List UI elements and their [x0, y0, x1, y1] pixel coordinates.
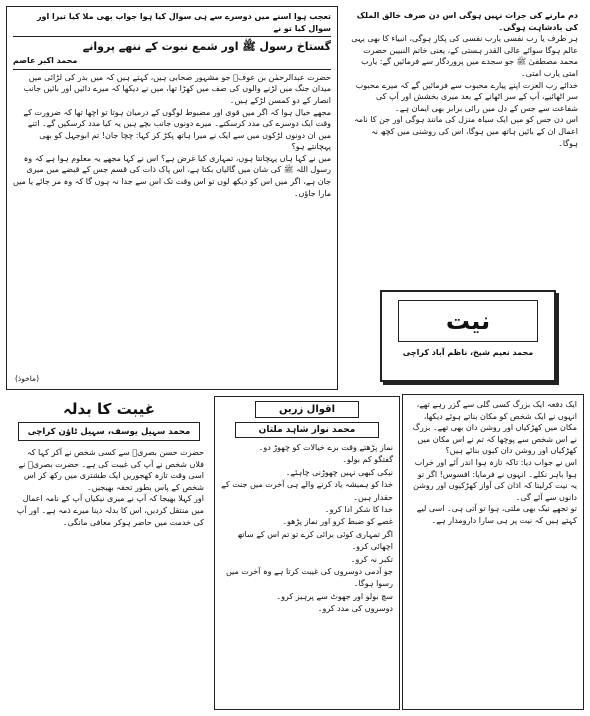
- saying: جو آدمی دوسروں کی غیبت کرتا ہے وہ آخرت میں رسوا ہوگا۔: [225, 566, 393, 589]
- niyat-paragraph-1: ایک دفعہ ایک بزرگ کسی گلی سے گزر رہے تھے، انہوں نے ایک شخص کو مکان بناتے ہوئے دیکھا، مکان میں کھڑکیاں اور روشن دان بھی تھے۔ بزرگ نے اس شخص سے پوچھا کہ تم نے اس مکان میں کھڑکیاں اور روشن دان کیوں بنائے ہیں؟: [412, 400, 577, 456]
- aqwal-byline: محمد نواز شاہد ملتان: [235, 422, 379, 438]
- saying: تکبر نہ کرو۔: [350, 554, 393, 564]
- saying: نماز پڑھتے وقت برے خیالات کو چھوڑ دو۔: [258, 443, 393, 452]
- right-opening-line: دم مارنے کی جرات نہیں ہوگی اس دن صرف خالق الملک کی بادشاہت ہوگی۔: [356, 11, 578, 32]
- ghibat-byline: محمد سہیل یوسف، سہیل ٹاؤن کراچی: [18, 422, 200, 441]
- niyat-paragraph-3: تو تجھے نیک بھی ملتی، ہوا تو آتی ہی۔ اسی لیے کہتے ہیں کہ نیت پر ہی سارا دارومدار ہے۔: [416, 504, 577, 525]
- story-credit: (ماخوذ): [15, 374, 40, 383]
- story-headline: گستاخ رسول ﷺ اور شمع نبوت کے ننھے پروانے: [82, 40, 331, 54]
- ghibat-article: [8, 396, 210, 710]
- right-paragraph-1: ہر طرف یا رب نفسی یارب نفسی کی پکار ہوگی، انبیاء کا بھی یہی عالم ہوگا سوائے عالی القدر ہستی کے، یعنی خاتم النبیین حضرت محمد مصطفیٰ ﷺ جو سجدے میں پروردگار سے فرمائیں گے: یارب امتی یارب امتی۔: [351, 34, 578, 78]
- niyat-title-box: [380, 290, 556, 382]
- ghibat-paragraph-1: حضرت حسن بصریؒ سے کسی شخص نے آکر کہا کہ فلاں شخص نے آپ کی غیبت کی ہے۔ حضرت بصریؒ نے اسی وقت تازہ کھجوریں ایک طشتری میں رکھ کر اس شخص کے پاس بطور تحفہ بھیجیں۔: [18, 448, 204, 492]
- niyat-title: نیت: [398, 300, 538, 342]
- story-paragraph-1: حضرت عبدالرحمٰن بن عوفؓ جو مشہور صحابی ہیں، کہتے ہیں کہ میں بدر کی لڑائی میں میدان جنگ میں لڑنے والوں کی صف میں کھڑا تھا، میں نے دیکھا کہ میرے دائیں اور بائیں جانب انصار کے دو کمسن لڑکے ہیں۔: [23, 72, 331, 105]
- niyat-byline: محمد نعیم شیخ، ناظم آباد کراچی: [402, 348, 534, 357]
- right-paragraph-3: اس دن جس کو میں ایک سیاہ منزل کی مانند ہوگی اور جن کا نامہ اعمال ان کے بائیں ہاتھ میں ہوگا، اس کی روشنی میں کچھ نہ ہوگا۔: [354, 115, 578, 148]
- saying: غصے کو ضبط کرو اور نماز پڑھو۔: [282, 517, 393, 527]
- right-column-top: [344, 6, 584, 288]
- story-scrap-top-left: [6, 6, 338, 390]
- aqwal-sayings: [221, 442, 393, 615]
- saying: نیکی کبھی نہیں چھوڑنی چاہئے۔: [285, 467, 393, 477]
- ghibat-paragraph-2: اور کہلا بھیجا کہ آپ نے میری نیکیاں آپ کے نامہ اعمال میں منتقل کردیں، اس کا بدلہ دینا میرے ذمہ ہے۔ اور آپ کی خدمت میں حاضر ہوکر معافی مانگی۔: [16, 494, 204, 527]
- saying: گفتگو کم بولو۔: [342, 455, 393, 465]
- story-author: محمد اکبر عاصم: [13, 56, 78, 66]
- niyat-paragraph-2: اس نے جواب دیا: تاکہ تازہ ہوا اندر آئے اور خراب ہوا باہر نکلے۔ انہوں نے فرمایا: افسوس! اگر تو یہ نیت کرلیتا کہ اذان کی آواز کھڑکیوں اور روشن دانوں سے آئے گی۔: [413, 457, 577, 502]
- aqwal-title: اقوال زریں: [255, 401, 359, 418]
- story-opening-line: تعجب ہوا اسنے میں دوسرے سے ہی سوال کیا ہوا جواب بھی ملا کیا تیرا اور سوال کیا تو نے: [36, 12, 331, 33]
- right-paragraph-2: خدائے رب العزت اپنے پیارے محبوب سے فرمائیں گے کہ میرے محبوب سر اٹھائیے، آپ کے سر اٹھانے کے بعد میری بخشش اور آپ کی شفاعت سے جس کے دل میں رائی برابر بھی ایمان ہے۔: [355, 80, 578, 113]
- saying: سچ بولو اور جھوٹ سے پرہیز کرو۔: [276, 591, 393, 601]
- niyat-article: [402, 394, 584, 710]
- saying: دوسروں کی مدد کرو۔: [317, 604, 393, 614]
- aqwal-article: [214, 396, 400, 710]
- story-paragraph-3: میں نے کہا ہاں پہچانتا ہوں، تمہاری کیا غرض ہے؟ اس نے کہا مجھے یہ معلوم ہوا ہے کہ وہ رسول اللہ ﷺ کی شان میں گالیاں بکتا ہے، اس پاک ذات کی قسم جس کے قبضے میں میری جان ہے، اگر میں اس کو دیکھ لوں تو اس وقت تک اس سے جدا نہ ہوں گا کہ وہ مر جائے یا میں مارا جاؤں۔: [13, 153, 331, 198]
- ghibat-title: غیبت کا بدلہ: [63, 400, 155, 418]
- saying: اگر تمہاری کوئی برائی کرے تو تم اس کے ساتھ اچھائی کرو۔: [237, 529, 393, 552]
- saying: خدا کو ہمیشہ یاد کرنے والے ہی آخرت میں جنت کے حقدار ہیں۔: [221, 480, 393, 502]
- story-paragraph-2: مجھے خیال ہوا کہ اگر میں قوی اور مضبوط لوگوں کے درمیان ہوتا تو اچھا تھا کہ ضرورت کے وقت ایک دوسرے کی مدد کرسکتے۔ میرے دونوں جانب بچے ہیں یہ کیا مدد کرسکیں گے۔ اتنے میں ان دونوں لڑکوں میں سے ایک نے میرا ہاتھ پکڑ کر کہا: چچا جان! تم ابوجہل کو بھی پہچانتے ہو؟: [23, 107, 331, 152]
- saying: خدا کا شکر ادا کرو۔: [324, 504, 393, 514]
